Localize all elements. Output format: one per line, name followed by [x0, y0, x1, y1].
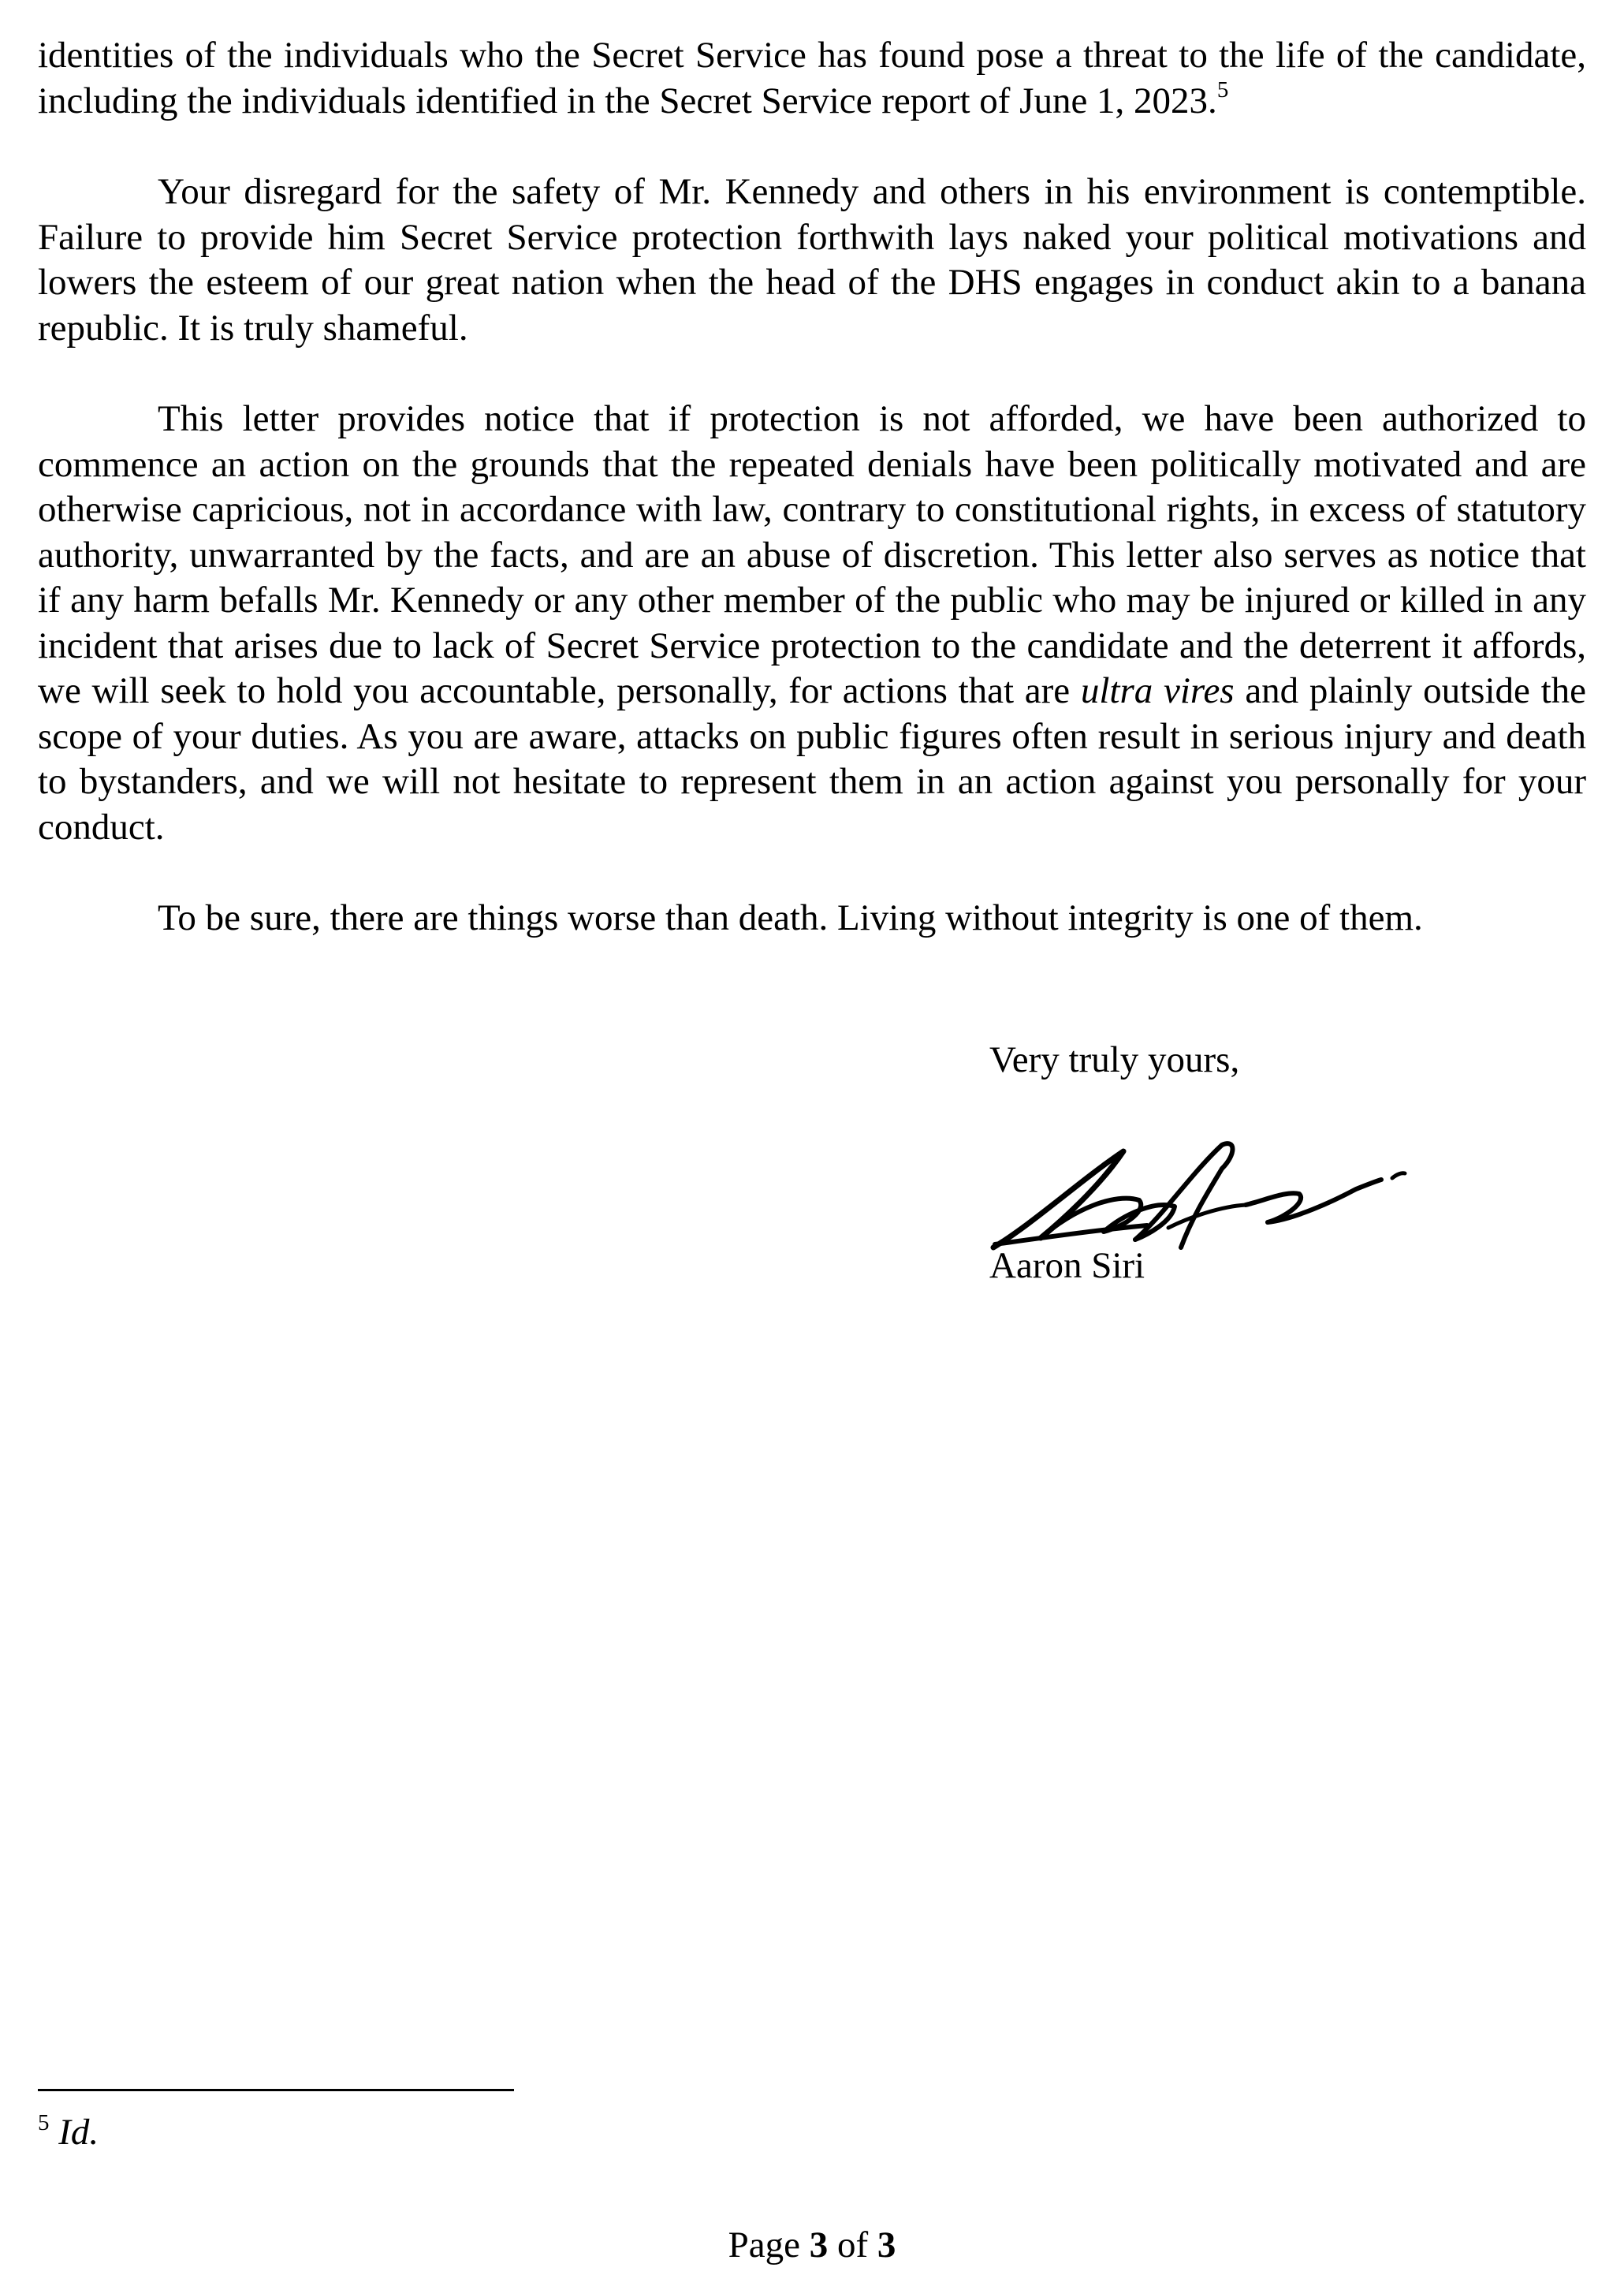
valediction: Very truly yours,	[989, 1039, 1240, 1080]
page-of: of	[836, 2224, 869, 2265]
paragraph-disregard: Your disregard for the safety of Mr. Kennedy and others in his environment is contemptible. Failure to provide him Secret Service protection forthwith lays naked your political motivations and lowers the esteem of our great nation when the head of the DHS engages in conduct akin to a banana republic. It is truly shameful.	[38, 171, 1586, 349]
signer-name: Aaron Siri	[989, 1245, 1145, 1286]
paragraph-continuation	[38, 33, 1586, 124]
footnote-reference: 5	[1216, 76, 1229, 103]
footnote	[38, 2110, 99, 2156]
continuation-text: identities of the individuals who the Secret Service has found pose a threat to the life of the candidate, including the individuals identified in the Secret Service report of June 1, 2023.	[38, 35, 1586, 121]
page-current: 3	[809, 2224, 829, 2265]
footnote-number: 5	[38, 2110, 50, 2135]
notice-text-start: This letter provides notice that if protection is not afforded, we have been authorized to commence an action on the grounds that the repeated denials have been politically motivated and are otherwise capricious, not in accordance with law, contrary to constitutional rights, in excess of statutory authority, unwarranted by the facts, and are an abuse of discretion. This letter also serves as notice that if any harm befalls Mr. Kennedy or any other member of the public who may be injured or killed in any incident that arises due to lack of Secret Service protection to the candidate and the deterrent it affords, we will seek to hold you accountable, personally, for actions that are	[38, 398, 1586, 711]
paragraph-closing: To be sure, there are things worse than death. Living without integrity is one of them.	[158, 897, 1423, 938]
paragraph-notice	[38, 397, 1586, 850]
notice-text-end: and plainly outside the scope of your duties. As you are aware, attacks on public figures often result in serious injury and death to bystanders, and we will not hesitate to represent them in an action against you personally for your conduct.	[38, 670, 1586, 848]
footnote-text: Id.	[58, 2112, 99, 2153]
page-label: Page	[728, 2224, 800, 2265]
notice-italic-term: ultra vires	[1080, 670, 1235, 711]
letter-body	[38, 33, 1586, 987]
page-total: 3	[877, 2224, 896, 2265]
footnote-separator	[38, 2089, 514, 2091]
handwritten-signature	[985, 1137, 1443, 1259]
page-number	[0, 2223, 1624, 2269]
